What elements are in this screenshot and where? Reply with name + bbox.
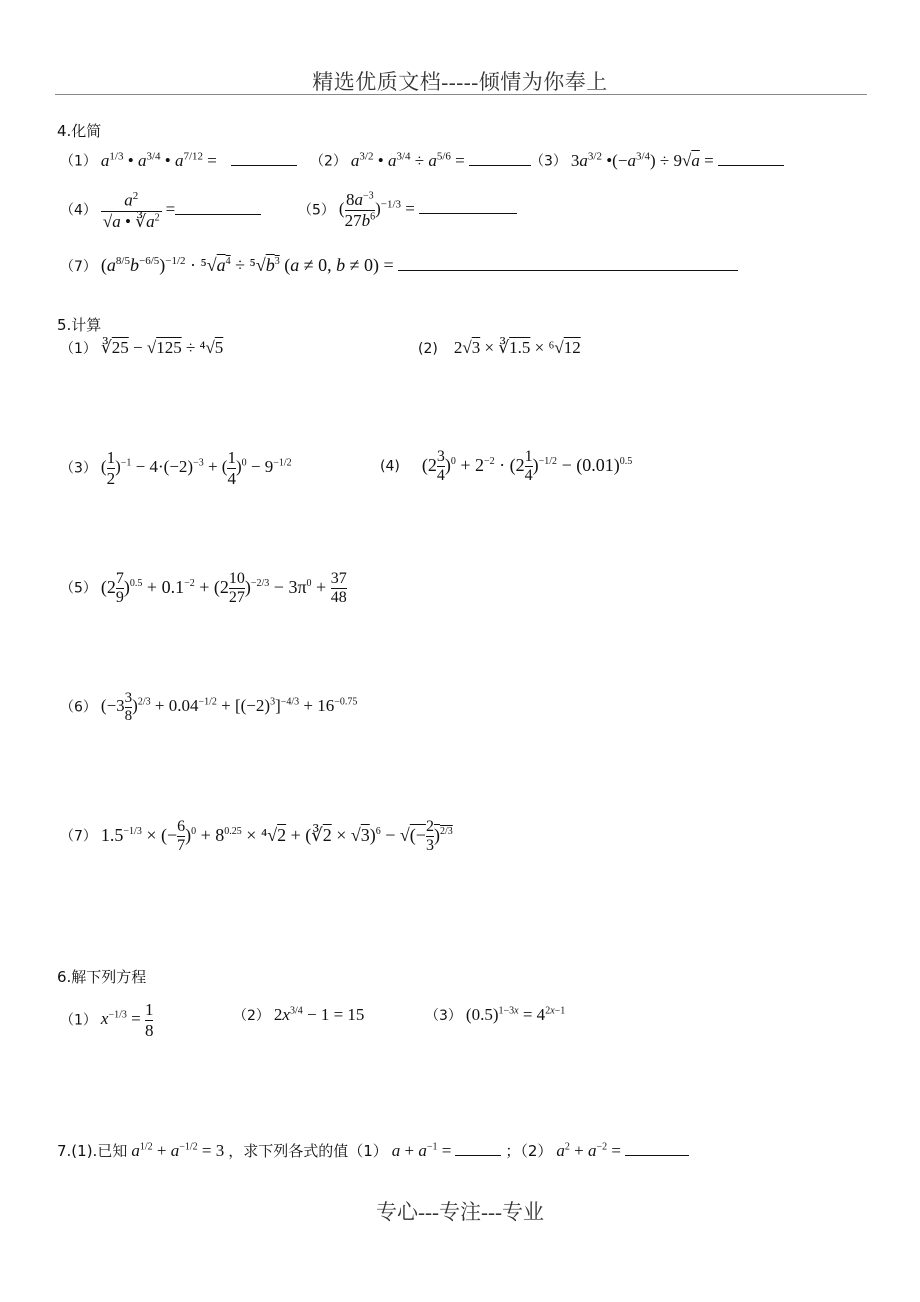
- problem-5-7-label: （7）: [60, 828, 97, 845]
- problem-6-1-expression: $x^{-1/3}$ = $\frac{1}{8}$: [100, 1000, 154, 1040]
- problem-5-2: [418, 338, 581, 358]
- problem-4-5-label: （5）: [298, 202, 335, 219]
- problem-7-prompt: ，求下列各式的值（1）: [228, 1142, 388, 1160]
- problem-4-7-label: （7）: [60, 259, 97, 275]
- problem-4-4-expression: $\frac{a^2}{√a • ∛a^2}$: [102, 190, 160, 231]
- problem-5-3-expression: ( $\frac{1}{2}$ )$^{-1} - 4\cdot(-2)^{-3}$ + ( $\frac{1}{4}$ )$^0 - 9^{-1/2}$: [100, 448, 292, 488]
- problem-5-7: [60, 818, 453, 855]
- problem-5-6-label: （6）: [60, 699, 97, 716]
- problem-5-2-label: (2): [418, 341, 438, 357]
- problem-7: [57, 1140, 689, 1161]
- problem-5-1-label: （1）: [60, 341, 97, 357]
- problem-5-2-expression: 2√3 × ∛1.5 × ⁶√12: [453, 338, 581, 357]
- problem-4-3: [530, 150, 784, 171]
- problem-6-3-expression: $(0.5)^{1-3x} = 4^{2x-1}$: [465, 1005, 566, 1024]
- problem-4-2-expression: $a^{3/2}$ • $a^{3/4} \div a^{5/6}$ =: [350, 150, 465, 170]
- problem-6-1: [60, 1000, 153, 1041]
- problem-4-5-expression: ( $\frac{8a^{-3}}{27b^6}$ )$^{-1/3}$ =: [338, 190, 415, 230]
- problem-7-condition: $a^{1/2} + a^{-1/2} = 3$: [131, 1141, 225, 1160]
- header-divider: [55, 94, 867, 95]
- problem-5-5: [60, 570, 347, 607]
- problem-7-prefix: 7.(1).已知: [57, 1142, 128, 1160]
- answer-blank[interactable]: [419, 199, 517, 214]
- problem-4-4-label: （4）: [60, 202, 97, 219]
- problem-6-3: [425, 1005, 565, 1025]
- problem-4-5: [298, 190, 517, 231]
- problem-4-7-expression: $(a^{8/5}b^{-6/5})^{-1/2} \cdot ^5√a^4 \div ^5√b^3$ (a ≠ 0, b ≠ 0) =: [100, 255, 394, 275]
- answer-blank[interactable]: [455, 1141, 501, 1156]
- problem-5-6-expression: (−3 $\frac{3}{8}$ )$^{2/3} + 0.04^{-1/2} + [(-2)^3]^{-4/3} + 16^{-0.75}$: [100, 690, 358, 724]
- problem-5-5-label: （5）: [60, 580, 97, 597]
- problem-5-6: [60, 690, 357, 725]
- problem-5-4-label: (4): [380, 458, 400, 475]
- answer-blank[interactable]: [231, 151, 297, 166]
- footer-text: 专心---专注---专业: [376, 1200, 544, 1224]
- answer-blank[interactable]: [469, 151, 531, 166]
- problem-6-2: [233, 1005, 364, 1025]
- problem-4-7: [60, 255, 738, 276]
- problem-7-separator: ；（2）: [505, 1142, 553, 1160]
- problem-4-1-expression: $a^{1/3}$ • $a^{3/4}$ • $a^{7/12}$ =: [100, 150, 217, 170]
- problem-4-1-label: （1）: [60, 153, 97, 170]
- problem-5-4-expression: (2 $\frac{3}{4}$ )$^0 + 2^{-2} \cdot (2$ $\frac{1}{4}$ )$^{-1/2} - (0.01)^{0.5}$: [421, 448, 633, 484]
- problem-5-7-expression: $1.5^{-1/3}$ × (− $\frac{6}{7}$ )$^0 + 8^{0.25} \times ^4√2$ + (∛2 × √3)$^6$ − √(− $\frac{2}{3}$ )$^{2/3}$: [100, 818, 453, 854]
- answer-blank[interactable]: [398, 256, 738, 271]
- problem-6-3-label: （3）: [425, 1008, 462, 1024]
- problem-6-2-expression: $2x^{3/4} - 1 = 15$: [273, 1005, 365, 1024]
- problem-7-q1: $a + a^{-1}$ =: [391, 1141, 452, 1160]
- problem-4-3-label: （3）: [530, 153, 567, 170]
- problem-5-3-label: （3）: [60, 460, 97, 477]
- section-4-title: 4.化简: [57, 122, 102, 140]
- problem-5-3: [60, 448, 292, 489]
- problem-4-2: [310, 150, 531, 171]
- answer-blank[interactable]: [175, 200, 261, 215]
- problem-5-1-expression: ∛25 − √125 ÷ ⁴√5: [100, 338, 224, 357]
- problem-4-4: （4） $\frac{a^2}{√a • ∛a^2}$ =: [60, 190, 261, 232]
- problem-5-4: [380, 448, 632, 485]
- problem-5-5-expression: (2 $\frac{7}{9}$ )$^{0.5} + 0.1^{-2} + (2$ $\frac{10}{27}$ )$^{-2/3} - 3\pi^0$ + $\frac{37}{48}$: [100, 570, 347, 606]
- header-title: 精选优质文档-----倾情为你奉上: [312, 70, 608, 94]
- problem-7-q2: $a^2 + a^{-2}$ =: [556, 1141, 621, 1160]
- section-6-title: 6.解下列方程: [57, 968, 147, 986]
- problem-4-2-label: （2）: [310, 153, 347, 170]
- problem-5-1: [60, 338, 223, 358]
- problem-6-1-label: （1）: [60, 1012, 97, 1029]
- answer-blank[interactable]: [718, 151, 784, 166]
- problem-4-3-expression: $3a^{3/2}$ $•(-a^{3/4}) \div 9√a$ =: [570, 150, 714, 170]
- problem-4-1: [60, 150, 297, 171]
- section-5-title: 5.计算: [57, 316, 102, 334]
- answer-blank[interactable]: [625, 1141, 689, 1156]
- problem-6-2-label: （2）: [233, 1008, 270, 1024]
